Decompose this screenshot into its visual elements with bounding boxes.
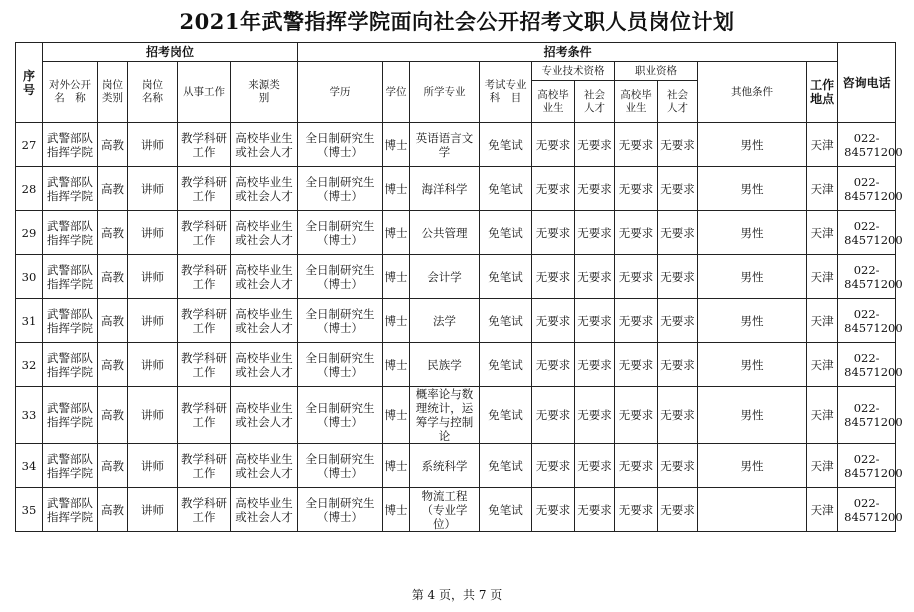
cell-unit: 武警部队指挥学院	[43, 444, 98, 488]
cell-unit: 武警部队指挥学院	[43, 299, 98, 343]
cell-post-type: 高教	[98, 123, 128, 167]
cell-prof-social: 无要求	[658, 444, 698, 488]
cell-post-name: 讲师	[128, 211, 178, 255]
cell-location: 天津	[807, 211, 838, 255]
cell-tech-social: 无要求	[575, 444, 615, 488]
header-post-type: 岗位类别	[98, 62, 128, 123]
cell-unit: 武警部队指挥学院	[43, 255, 98, 299]
cell-tech-social: 无要求	[575, 123, 615, 167]
cell-seq: 32	[16, 343, 43, 387]
cell-location: 天津	[807, 123, 838, 167]
cell-post-type: 高教	[98, 211, 128, 255]
cell-post-type: 高教	[98, 387, 128, 444]
cell-phone: 022-84571200	[838, 211, 896, 255]
cell-phone: 022-84571200	[838, 387, 896, 444]
cell-work: 教学科研工作	[178, 255, 231, 299]
cell-exam: 免笔试	[480, 167, 532, 211]
cell-tech-grad: 无要求	[532, 387, 575, 444]
cell-location: 天津	[807, 255, 838, 299]
header-prof-qual: 职业资格	[615, 62, 698, 81]
cell-major: 公共管理	[410, 211, 480, 255]
cell-tech-grad: 无要求	[532, 343, 575, 387]
cell-other: 男性	[698, 255, 807, 299]
page-footer: 第 4 页，共 7 页	[411, 588, 503, 602]
cell-prof-social: 无要求	[658, 387, 698, 444]
cell-location: 天津	[807, 167, 838, 211]
cell-tech-grad: 无要求	[532, 123, 575, 167]
cell-source: 高校毕业生或社会人才	[231, 343, 298, 387]
header-post-group: 招考岗位	[43, 43, 298, 62]
cell-tech-social: 无要求	[575, 167, 615, 211]
table-body	[16, 123, 903, 532]
cell-degree: 博士	[383, 444, 410, 488]
cell-seq: 33	[16, 387, 43, 444]
cell-degree: 博士	[383, 211, 410, 255]
cell-phone: 022-84571200	[838, 255, 896, 299]
cell-seq: 35	[16, 488, 43, 532]
cell-work: 教学科研工作	[178, 211, 231, 255]
table-row	[16, 488, 896, 532]
cell-other: 男性	[698, 387, 807, 444]
cell-tech-grad: 无要求	[532, 255, 575, 299]
cell-education: 全日制研究生（博士）	[298, 444, 383, 488]
cell-prof-grad: 无要求	[615, 343, 658, 387]
cell-source: 高校毕业生或社会人才	[231, 387, 298, 444]
cell-prof-social: 无要求	[658, 255, 698, 299]
cell-work: 教学科研工作	[178, 444, 231, 488]
cell-source: 高校毕业生或社会人才	[231, 255, 298, 299]
header-location: 工作地点	[807, 62, 838, 123]
cell-work: 教学科研工作	[178, 167, 231, 211]
cell-tech-social: 无要求	[575, 387, 615, 444]
cell-exam: 免笔试	[480, 488, 532, 532]
cell-tech-grad: 无要求	[532, 444, 575, 488]
cell-seq: 31	[16, 299, 43, 343]
header-unit: 对外公开名 称	[43, 62, 98, 123]
cell-seq: 28	[16, 167, 43, 211]
cell-tech-social: 无要求	[575, 255, 615, 299]
cell-tech-grad: 无要求	[532, 299, 575, 343]
cell-exam: 免笔试	[480, 444, 532, 488]
cell-tech-social: 无要求	[575, 211, 615, 255]
cell-other	[698, 488, 807, 532]
cell-major: 海洋科学	[410, 167, 480, 211]
cell-source: 高校毕业生或社会人才	[231, 299, 298, 343]
header-work: 从事工作	[178, 62, 231, 123]
cell-post-name: 讲师	[128, 123, 178, 167]
table-row	[16, 444, 896, 488]
cell-work: 教学科研工作	[178, 387, 231, 444]
cell-tech-grad: 无要求	[532, 167, 575, 211]
cell-other: 男性	[698, 343, 807, 387]
cell-phone: 022-84571200	[838, 343, 896, 387]
cell-location: 天津	[807, 299, 838, 343]
header-tech-grad: 高校毕业生	[532, 81, 575, 123]
table-row	[16, 255, 896, 299]
cell-post-type: 高教	[98, 255, 128, 299]
cell-other: 男性	[698, 211, 807, 255]
cell-unit: 武警部队指挥学院	[43, 343, 98, 387]
cell-unit: 武警部队指挥学院	[43, 488, 98, 532]
table-row	[16, 123, 896, 167]
cell-major: 民族学	[410, 343, 480, 387]
cell-post-name: 讲师	[128, 343, 178, 387]
cell-post-type: 高教	[98, 299, 128, 343]
cell-location: 天津	[807, 387, 838, 444]
cell-exam: 免笔试	[480, 387, 532, 444]
cell-post-name: 讲师	[128, 167, 178, 211]
cell-prof-social: 无要求	[658, 343, 698, 387]
header-phone: 咨询电话	[838, 43, 896, 123]
cell-degree: 博士	[383, 255, 410, 299]
recruitment-table	[15, 42, 903, 532]
cell-other: 男性	[698, 444, 807, 488]
cell-tech-grad: 无要求	[532, 488, 575, 532]
cell-unit: 武警部队指挥学院	[43, 211, 98, 255]
table-row	[16, 299, 896, 343]
cell-source: 高校毕业生或社会人才	[231, 123, 298, 167]
cell-prof-social: 无要求	[658, 299, 698, 343]
header-prof-grad: 高校毕业生	[615, 81, 658, 123]
table-row	[16, 211, 896, 255]
cell-unit: 武警部队指挥学院	[43, 123, 98, 167]
cell-education: 全日制研究生（博士）	[298, 255, 383, 299]
table-row	[16, 343, 896, 387]
cell-education: 全日制研究生（博士）	[298, 387, 383, 444]
header-exam: 考试专业科 目	[480, 62, 532, 123]
cell-source: 高校毕业生或社会人才	[231, 488, 298, 532]
cell-phone: 022-84571200	[838, 123, 896, 167]
cell-degree: 博士	[383, 387, 410, 444]
header-seq: 序号	[16, 43, 43, 123]
cell-work: 教学科研工作	[178, 123, 231, 167]
cell-education: 全日制研究生（博士）	[298, 123, 383, 167]
cell-post-name: 讲师	[128, 387, 178, 444]
cell-prof-social: 无要求	[658, 123, 698, 167]
cell-post-type: 高教	[98, 488, 128, 532]
cell-prof-social: 无要求	[658, 167, 698, 211]
cell-prof-grad: 无要求	[615, 387, 658, 444]
cell-location: 天津	[807, 444, 838, 488]
cell-prof-grad: 无要求	[615, 299, 658, 343]
cell-major: 英语语言文学	[410, 123, 480, 167]
cell-education: 全日制研究生（博士）	[298, 167, 383, 211]
cell-major: 法学	[410, 299, 480, 343]
cell-exam: 免笔试	[480, 299, 532, 343]
cell-phone: 022-84571200	[838, 299, 896, 343]
cell-prof-grad: 无要求	[615, 167, 658, 211]
cell-prof-social: 无要求	[658, 488, 698, 532]
cell-prof-social: 无要求	[658, 211, 698, 255]
header-source: 来源类别	[231, 62, 298, 123]
cell-education: 全日制研究生（博士）	[298, 299, 383, 343]
cell-degree: 博士	[383, 123, 410, 167]
cell-unit: 武警部队指挥学院	[43, 387, 98, 444]
cell-seq: 29	[16, 211, 43, 255]
cell-work: 教学科研工作	[178, 488, 231, 532]
cell-tech-grad: 无要求	[532, 211, 575, 255]
cell-post-type: 高教	[98, 343, 128, 387]
cell-unit: 武警部队指挥学院	[43, 167, 98, 211]
header-conditions-group: 招考条件	[298, 43, 838, 62]
header-degree: 学位	[383, 62, 410, 123]
cell-post-type: 高教	[98, 444, 128, 488]
cell-major: 系统科学	[410, 444, 480, 488]
header-education: 学历	[298, 62, 383, 123]
cell-prof-grad: 无要求	[615, 123, 658, 167]
cell-tech-social: 无要求	[575, 299, 615, 343]
cell-tech-social: 无要求	[575, 343, 615, 387]
cell-seq: 30	[16, 255, 43, 299]
cell-location: 天津	[807, 488, 838, 532]
cell-phone: 022-84571200	[838, 444, 896, 488]
cell-tech-social: 无要求	[575, 488, 615, 532]
cell-phone: 022-84571200	[838, 167, 896, 211]
cell-other: 男性	[698, 299, 807, 343]
cell-seq: 27	[16, 123, 43, 167]
cell-major: 概率论与数理统计，运筹学与控制论	[410, 387, 480, 444]
cell-phone: 022-84571200	[838, 488, 896, 532]
cell-post-name: 讲师	[128, 444, 178, 488]
cell-exam: 免笔试	[480, 211, 532, 255]
cell-degree: 博士	[383, 299, 410, 343]
table-row	[16, 387, 896, 444]
cell-degree: 博士	[383, 343, 410, 387]
header-tech-qual: 专业技术资格	[532, 62, 615, 81]
cell-post-name: 讲师	[128, 299, 178, 343]
header-other: 其他条件	[698, 62, 807, 123]
cell-major: 物流工程（专业学位）	[410, 488, 480, 532]
cell-seq: 34	[16, 444, 43, 488]
cell-prof-grad: 无要求	[615, 444, 658, 488]
cell-location: 天津	[807, 343, 838, 387]
cell-exam: 免笔试	[480, 123, 532, 167]
header-post-name: 岗位名称	[128, 62, 178, 123]
cell-education: 全日制研究生（博士）	[298, 488, 383, 532]
cell-source: 高校毕业生或社会人才	[231, 444, 298, 488]
cell-work: 教学科研工作	[178, 299, 231, 343]
header-major: 所学专业	[410, 62, 480, 123]
header-tech-social: 社会人才	[575, 81, 615, 123]
cell-degree: 博士	[383, 167, 410, 211]
cell-source: 高校毕业生或社会人才	[231, 211, 298, 255]
cell-other: 男性	[698, 123, 807, 167]
cell-post-name: 讲师	[128, 488, 178, 532]
cell-work: 教学科研工作	[178, 343, 231, 387]
page-title: 2021年武警指挥学院面向社会公开招考文职人员岗位计划	[179, 9, 735, 34]
cell-exam: 免笔试	[480, 343, 532, 387]
cell-exam: 免笔试	[480, 255, 532, 299]
cell-post-type: 高教	[98, 167, 128, 211]
cell-other: 男性	[698, 167, 807, 211]
table-row	[16, 167, 896, 211]
cell-degree: 博士	[383, 488, 410, 532]
cell-education: 全日制研究生（博士）	[298, 211, 383, 255]
cell-source: 高校毕业生或社会人才	[231, 167, 298, 211]
cell-post-name: 讲师	[128, 255, 178, 299]
cell-prof-grad: 无要求	[615, 211, 658, 255]
cell-education: 全日制研究生（博士）	[298, 343, 383, 387]
cell-prof-grad: 无要求	[615, 488, 658, 532]
header-prof-social: 社会人才	[658, 81, 698, 123]
cell-prof-grad: 无要求	[615, 255, 658, 299]
cell-major: 会计学	[410, 255, 480, 299]
